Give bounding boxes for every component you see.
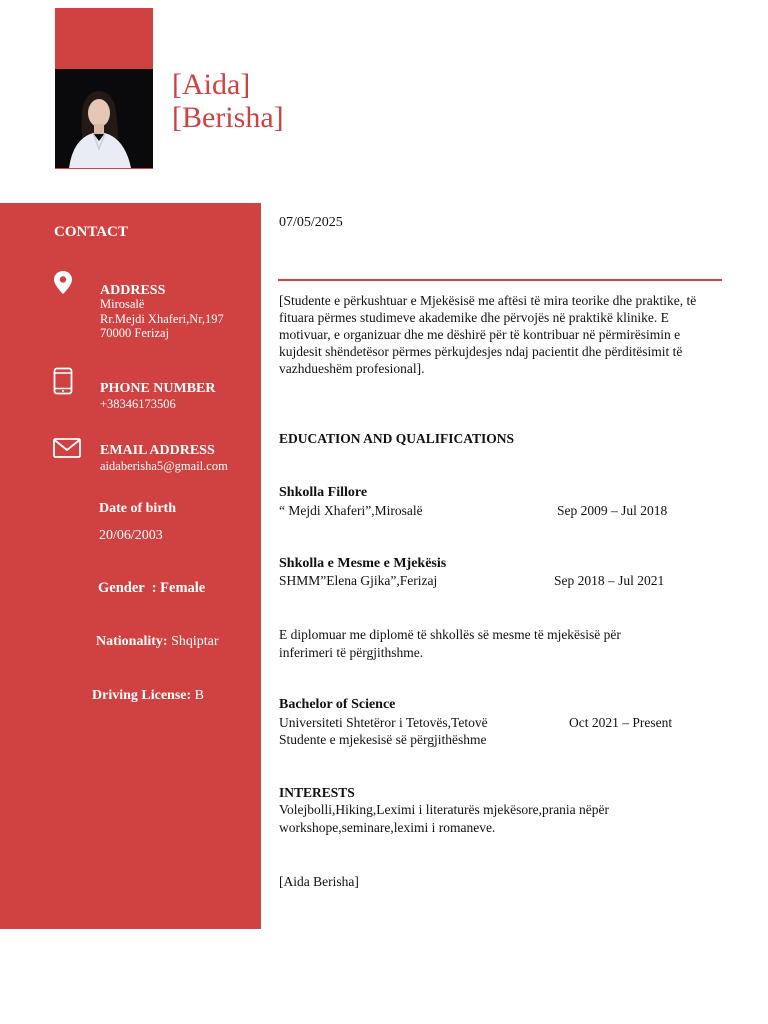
bachelor-school: Universiteti Shtetëror i Tetovës,Tetovë [279,715,488,730]
address-line-1: Mirosalë [100,297,145,311]
bachelor-title: Bachelor of Science [279,697,396,712]
driving-license-row [92,688,204,704]
last-name: [Berisha] [172,101,284,134]
nationality-value: Shqiptar [167,634,219,649]
profile-photo [55,69,153,168]
driving-license-value: B [191,688,204,703]
bachelor-dates: Oct 2021 – Present [569,715,673,730]
candidate-name [172,68,284,134]
address-line-2: Rr.Mejdi Xhaferi,Nr,197 [100,312,224,326]
person-silhouette-icon [55,69,153,168]
education-entry-2-title: Shkolla e Mesme e Mjekësis [279,556,447,571]
education-heading: EDUCATION AND QUALIFICATIONS [279,431,515,446]
profile-summary: [Studente e përkushtuar e Mjekësisë me aftësi të mira teorike dhe praktike, të fituara përmes studimeve akademike dhe përvojës në praktikë klinike. E motivuar, e organizuar dhe me dëshirë për të kontribuar në përmirësimin e kujdesit shëndetësor përmes përkujdesjes ndaj pacientit dhe përditësimit të vazhdueshëm profesional]. [279,293,697,376]
education-entry-1-school: “ Mejdi Xhaferi”,Mirosalë [279,503,423,518]
section-divider [278,279,722,281]
first-name: [Aida] [172,68,251,101]
contact-heading: CONTACT [54,224,128,240]
address-line-3: 70000 Ferizaj [100,326,170,340]
nationality-row [96,634,219,650]
gender-label: Gender : Female [98,580,206,596]
education-entry-2-dates: Sep 2018 – Jul 2021 [554,573,665,588]
envelope-icon [53,438,81,463]
dob-label: Date of birth [99,501,176,516]
education-entry-1-dates: Sep 2009 – Jul 2018 [557,503,668,518]
nationality-label: Nationality: [96,634,168,649]
interests-line-1: Volejbolli,Hiking,Leximi i literaturës mjekësore,prania nëpër [279,802,610,817]
education-entry-2-school: SHMM”Elena Gjika”,Ferizaj [279,573,438,588]
interests-heading: INTERESTS [279,785,355,800]
email-value: aidaberisha5@gmail.com [100,459,228,473]
bachelor-detail: Studente e mjekesisë së përgjithëshme [279,732,487,747]
letter-date: 07/05/2025 [279,215,343,230]
phone-value: +38346173506 [100,397,176,411]
location-pin-icon [53,270,73,300]
email-label: EMAIL ADDRESS [100,443,215,458]
address-label: ADDRESS [100,283,166,298]
mobile-phone-icon [53,367,73,400]
diploma-line-1: E diplomuar me diplomë të shkollës së mesme të mjekësisë për [279,627,621,642]
interests-line-2: workshope,seminare,leximi i romaneve. [279,820,496,835]
education-entry-1-title: Shkolla Fillore [279,485,368,500]
driving-license-label: Driving License: [92,688,192,703]
phone-label: PHONE NUMBER [100,381,216,396]
dob-value: 20/06/2003 [99,528,163,543]
signature: [Aida Berisha] [279,874,359,889]
diploma-line-2: inferimeri të përgjithshme. [279,645,424,660]
